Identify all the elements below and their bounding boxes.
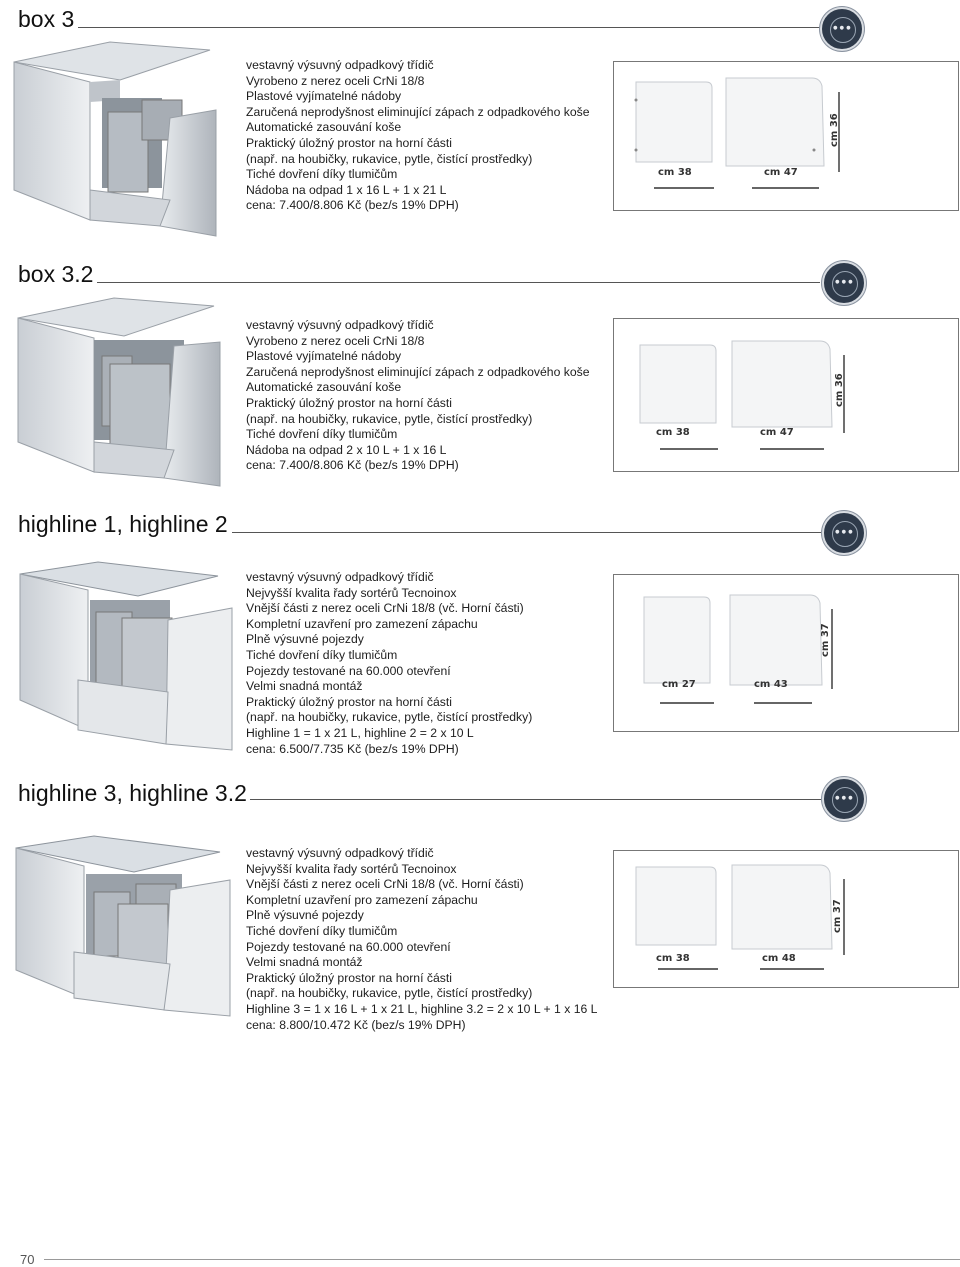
- desc-line: Vnější části z nerez oceli CrNi 18/8 (vč. Horní části): [246, 601, 524, 616]
- desc-line: vestavný výsuvný odpadkový třídič: [246, 58, 434, 72]
- desc-line: Tiché dovření díky tlumičům: [246, 167, 398, 182]
- desc-line: Automatické zasouvání koše: [246, 120, 402, 135]
- dimension-diagram-highline-3-3-2: [613, 850, 959, 988]
- dimension-height: cm 37: [832, 899, 843, 933]
- desc-line: Kompletní uzavření pro zamezení zápachu: [246, 892, 478, 907]
- dimension-width-right: cm 47: [760, 427, 794, 438]
- desc-line: Pojezdy testované na 60.000 otevření: [246, 663, 451, 678]
- dimension-diagram-box-3: [613, 61, 959, 211]
- desc-line: Praktický úložný prostor na horní části: [246, 694, 452, 709]
- desc-line: vestavný výsuvný odpadkový třídič: [246, 846, 434, 860]
- desc-line: Highline 3 = 1 x 16 L + 1 x 21 L, highline 3.2 = 2 x 10 L + 1 x 16 L: [246, 1001, 598, 1016]
- desc-line: (např. na houbičky, rukavice, pytle, čistící prostředky): [246, 710, 533, 725]
- heading-rule: [232, 532, 822, 533]
- desc-line: Tiché dovření díky tlumičům: [246, 647, 398, 662]
- desc-line: vestavný výsuvný odpadkový třídič: [246, 318, 434, 332]
- desc-line: Vyrobeno z nerez oceli CrNi 18/8: [246, 333, 425, 348]
- heading-rule: [97, 282, 820, 283]
- desc-line: Automatické zasouvání koše: [246, 380, 402, 395]
- product-description-highline-3-3-2: [246, 846, 597, 1033]
- product-photo-highline-3-3-2: [14, 834, 236, 1030]
- dimension-width-right: cm 47: [764, 167, 798, 178]
- product-description-box-3: [246, 58, 590, 214]
- dimension-width-right: cm 43: [754, 679, 788, 690]
- page-number: 70: [20, 1252, 35, 1267]
- heading-rule: [78, 27, 820, 28]
- desc-line: (např. na houbičky, rukavice, pytle, čistící prostředky): [246, 986, 533, 1001]
- cabinet-outline-drawing: [614, 851, 958, 987]
- desc-line: Plně výsuvné pojezdy: [246, 908, 364, 923]
- dimension-width-right: cm 48: [762, 953, 796, 964]
- dimension-width-left: cm 38: [656, 427, 690, 438]
- section-heading-box-3-2: box 3.2: [18, 261, 94, 287]
- heading-rule: [250, 799, 822, 800]
- desc-line: Nádoba na odpad 2 x 10 L + 1 x 16 L: [246, 442, 447, 457]
- desc-line: Zaručená neprodyšnost eliminující zápach z odpadkového koše: [246, 104, 590, 119]
- product-photo-box-3-2: [14, 296, 236, 492]
- desc-line: Velmi snadná montáž: [246, 679, 363, 694]
- desc-line: Tiché dovření díky tlumičům: [246, 923, 398, 938]
- section-heading-box-3: box 3: [18, 6, 75, 32]
- desc-line: Pojezdy testované na 60.000 otevření: [246, 939, 451, 954]
- dimension-height: cm 36: [829, 113, 840, 147]
- dimension-diagram-box-3-2: [613, 318, 959, 472]
- desc-line: Tiché dovření díky tlumičům: [246, 427, 398, 442]
- quality-seal-icon: ● ● ●: [820, 7, 864, 51]
- product-photo-highline-1-2: [18, 560, 240, 760]
- desc-line: Plastové vyjímatelné nádoby: [246, 89, 402, 104]
- desc-line: Plastové vyjímatelné nádoby: [246, 349, 402, 364]
- quality-seal-icon: ● ● ●: [822, 777, 866, 821]
- quality-seal-icon: ● ● ●: [822, 261, 866, 305]
- desc-line: cena: 7.400/8.806 Kč (bez/s 19% DPH): [246, 198, 459, 213]
- cabinet-outline-drawing: [614, 319, 958, 471]
- dimension-width-left: cm 27: [662, 679, 696, 690]
- desc-line: Nádoba na odpad 1 x 16 L + 1 x 21 L: [246, 182, 447, 197]
- product-photo-box-3: [10, 40, 232, 240]
- desc-line: cena: 8.800/10.472 Kč (bez/s 19% DPH): [246, 1017, 466, 1032]
- desc-line: Nejvyšší kvalita řady sortérů Tecnoinox: [246, 861, 457, 876]
- desc-line: Vnější části z nerez oceli CrNi 18/8 (vč. Horní části): [246, 877, 524, 892]
- quality-seal-icon: ● ● ●: [822, 511, 866, 555]
- section-heading-highline-1-2: highline 1, highline 2: [18, 511, 228, 537]
- product-description-box-3-2: [246, 318, 590, 474]
- desc-line: Nejvyšší kvalita řady sortérů Tecnoinox: [246, 585, 457, 600]
- desc-line: cena: 7.400/8.806 Kč (bez/s 19% DPH): [246, 458, 459, 473]
- desc-line: Praktický úložný prostor na horní části: [246, 395, 452, 410]
- dimension-height: cm 37: [820, 623, 831, 657]
- desc-line: Vyrobeno z nerez oceli CrNi 18/8: [246, 73, 425, 88]
- cabinet-outline-drawing: [614, 575, 958, 731]
- desc-line: Kompletní uzavření pro zamezení zápachu: [246, 616, 478, 631]
- desc-line: Praktický úložný prostor na horní části: [246, 970, 452, 985]
- section-heading-highline-3-3-2: highline 3, highline 3.2: [18, 780, 247, 806]
- dimension-width-left: cm 38: [658, 167, 692, 178]
- product-description-highline-1-2: [246, 570, 532, 757]
- desc-line: Plně výsuvné pojezdy: [246, 632, 364, 647]
- desc-line: (např. na houbičky, rukavice, pytle, čistící prostředky): [246, 411, 533, 426]
- desc-line: (např. na houbičky, rukavice, pytle, čistící prostředky): [246, 151, 533, 166]
- dimension-width-left: cm 38: [656, 953, 690, 964]
- desc-line: Velmi snadná montáž: [246, 955, 363, 970]
- cabinet-outline-drawing: [614, 62, 958, 210]
- desc-line: Highline 1 = 1 x 21 L, highline 2 = 2 x 10 L: [246, 725, 474, 740]
- desc-line: Praktický úložný prostor na horní části: [246, 135, 452, 150]
- dimension-diagram-highline-1-2: [613, 574, 959, 732]
- dimension-height: cm 36: [834, 373, 845, 407]
- desc-line: cena: 6.500/7.735 Kč (bez/s 19% DPH): [246, 741, 459, 756]
- desc-line: vestavný výsuvný odpadkový třídič: [246, 570, 434, 584]
- desc-line: Zaručená neprodyšnost eliminující zápach z odpadkového koše: [246, 364, 590, 379]
- footer-rule: [44, 1259, 960, 1260]
